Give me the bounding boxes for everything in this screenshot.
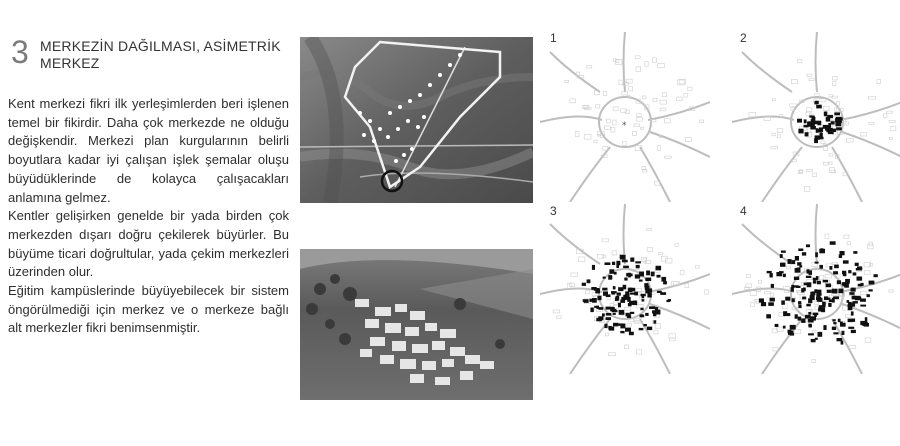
diagram-1 (540, 32, 710, 202)
svg-text:*: * (622, 121, 627, 131)
title-line-2: MERKEZ (40, 55, 100, 71)
diagram-3 (540, 204, 710, 374)
title-line-1: MERKEZİN DAĞILMASI, ASİMETRİK (40, 38, 281, 54)
section-heading (40, 38, 281, 72)
section-title (8, 34, 298, 84)
section-number: 3 (11, 34, 29, 70)
body-text (8, 95, 289, 338)
village-photo (300, 249, 533, 400)
diagram-4 (732, 204, 900, 374)
diagram-label-4: 4 (740, 204, 747, 218)
paragraph-2: Kentler gelişirken genelde bir yada birden çok merkezden dışarı doğru çekilerek büyürler. Bu büyüme ticari doğrultular, yada çekim merkezleri üzerinden olur. (8, 208, 289, 280)
paragraph-1: Kent merkezi fikri ilk yerleşimlerden beri işlenen temel bir fikirdir. Daha çok merkezde ne olduğu değişkendir. Merkezi plan kurgularının belirli boyutlara kadar iyi çalışan işlek şemalar oluşu büyüdüklerinde de kolayca çalışacakları anlamına gelmez. (8, 96, 289, 205)
diagram-2 (732, 32, 900, 202)
paragraph-3: Eğitim kampüslerinde büyüyebilecek bir sistem öngörülmediği için merkez ve o merkeze bağlı alt merkezler fikri benimsenmiştir. (8, 283, 289, 336)
diagram-label-3: 3 (550, 204, 557, 218)
diagram-label-2: 2 (740, 31, 747, 45)
aerial-photo (300, 37, 533, 203)
diagram-label-1: 1 (550, 31, 557, 45)
